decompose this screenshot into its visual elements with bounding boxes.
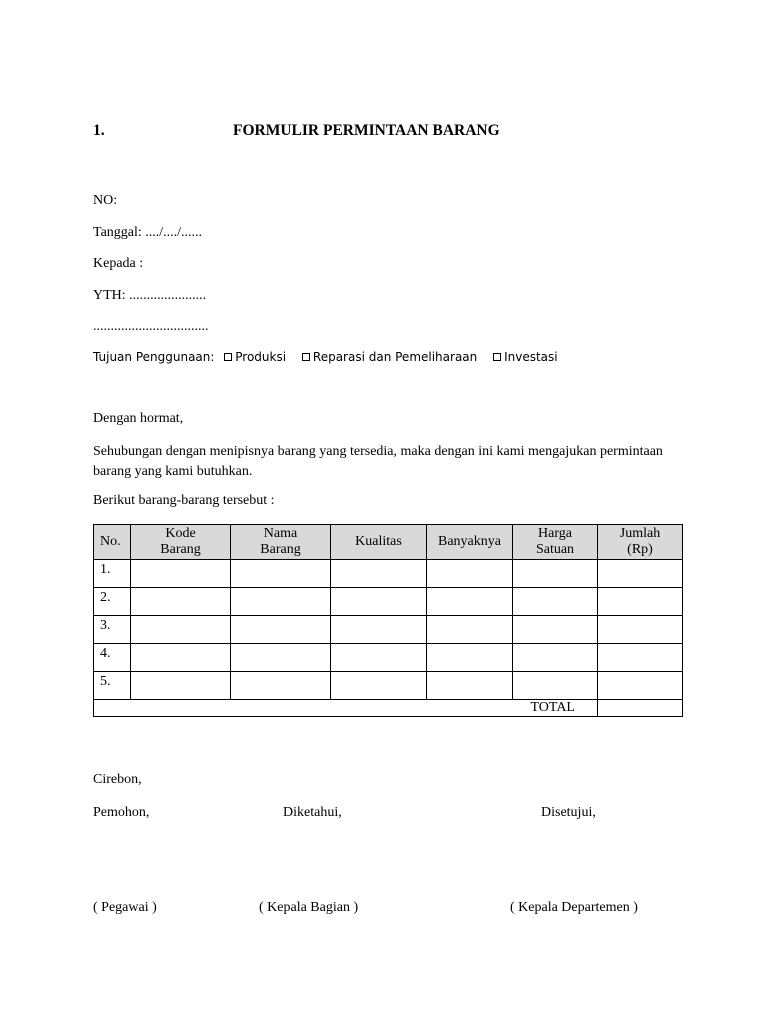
items-table	[93, 524, 683, 717]
table-row	[94, 616, 683, 644]
no-field: NO:	[93, 193, 118, 208]
name-kepala-bagian: ( Kepala Bagian )	[259, 900, 359, 915]
checkbox-reparasi[interactable]	[302, 353, 310, 361]
cell-harga[interactable]	[513, 560, 598, 588]
col-header-harga-satuan: Harga Satuan	[513, 525, 598, 560]
col-header-banyaknya: Banyaknya	[427, 525, 513, 560]
cell-kode[interactable]	[131, 672, 231, 700]
row-number: 2.	[94, 588, 131, 616]
cell-harga[interactable]	[513, 616, 598, 644]
table-header-row	[94, 525, 683, 560]
table-row	[94, 672, 683, 700]
purpose-option-reparasi: Reparasi dan Pemeliharaan	[312, 350, 478, 364]
letter-body: Sehubungan dengan menipisnya barang yang tersedia, maka dengan ini kami mengajukan permintaan barang yang kami butuhkan.	[93, 444, 663, 479]
cell-kualitas[interactable]	[331, 672, 427, 700]
row-number: 5.	[94, 672, 131, 700]
purpose-label: Tujuan Penggunaan:	[93, 350, 215, 364]
cell-nama[interactable]	[231, 644, 331, 672]
table-intro: Berikut barang-barang tersebut :	[93, 493, 275, 508]
cell-banyaknya[interactable]	[427, 560, 513, 588]
row-number: 4.	[94, 644, 131, 672]
cell-kualitas[interactable]	[331, 644, 427, 672]
name-kepala-departemen: ( Kepala Departemen )	[510, 900, 638, 915]
table-row	[94, 644, 683, 672]
cell-jumlah[interactable]	[598, 588, 683, 616]
cell-kualitas[interactable]	[331, 616, 427, 644]
cell-nama[interactable]	[231, 588, 331, 616]
cell-kualitas[interactable]	[331, 560, 427, 588]
cell-nama[interactable]	[231, 560, 331, 588]
total-row	[94, 700, 683, 717]
table-row	[94, 588, 683, 616]
purpose-option-produksi: Produksi	[235, 350, 287, 364]
cell-banyaknya[interactable]	[427, 644, 513, 672]
cell-jumlah[interactable]	[598, 560, 683, 588]
row-number: 1.	[94, 560, 131, 588]
row-number: 3.	[94, 616, 131, 644]
form-title: FORMULIR PERMINTAAN BARANG	[233, 122, 500, 139]
dotted-line: .................................	[93, 319, 209, 334]
cell-jumlah[interactable]	[598, 672, 683, 700]
recipient-label: Kepada :	[93, 256, 144, 271]
cell-kode[interactable]	[131, 588, 231, 616]
cell-harga[interactable]	[513, 644, 598, 672]
cell-harga[interactable]	[513, 588, 598, 616]
date-field: Tanggal: ..../..../......	[93, 225, 203, 240]
checkbox-investasi[interactable]	[493, 353, 501, 361]
cell-banyaknya[interactable]	[427, 616, 513, 644]
cell-nama[interactable]	[231, 672, 331, 700]
cell-kode[interactable]	[131, 644, 231, 672]
cell-kualitas[interactable]	[331, 588, 427, 616]
total-label: TOTAL	[94, 700, 598, 717]
signer-pemohon: Pemohon,	[93, 805, 150, 820]
checkbox-produksi[interactable]	[224, 353, 232, 361]
name-pegawai: ( Pegawai )	[93, 900, 157, 915]
greeting: Dengan hormat,	[93, 411, 184, 426]
col-header-jumlah: Jumlah (Rp)	[598, 525, 683, 560]
cell-jumlah[interactable]	[598, 644, 683, 672]
section-number: 1.	[93, 122, 105, 139]
cell-nama[interactable]	[231, 616, 331, 644]
total-value-cell[interactable]	[598, 700, 683, 717]
col-header-nama-barang: Nama Barang	[231, 525, 331, 560]
purpose-option-investasi: Investasi	[504, 350, 558, 364]
cell-kode[interactable]	[131, 616, 231, 644]
city-date: Cirebon,	[93, 772, 142, 787]
col-header-no: No.	[94, 525, 131, 560]
cell-harga[interactable]	[513, 672, 598, 700]
cell-kode[interactable]	[131, 560, 231, 588]
table-row	[94, 560, 683, 588]
cell-banyaknya[interactable]	[427, 588, 513, 616]
purpose-row	[93, 350, 558, 364]
cell-banyaknya[interactable]	[427, 672, 513, 700]
col-header-kualitas: Kualitas	[331, 525, 427, 560]
signer-disetujui: Disetujui,	[541, 805, 596, 820]
col-header-kode-barang: Kode Barang	[131, 525, 231, 560]
yth-field: YTH: ......................	[93, 288, 207, 303]
cell-jumlah[interactable]	[598, 616, 683, 644]
signer-diketahui: Diketahui,	[283, 805, 342, 820]
